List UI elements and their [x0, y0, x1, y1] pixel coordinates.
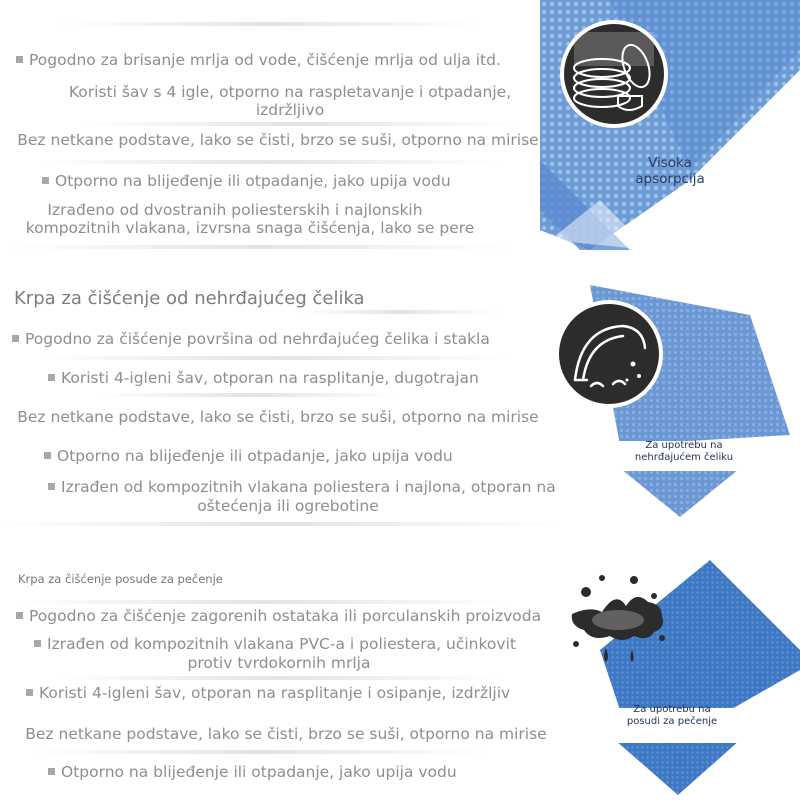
bullet-icon [44, 452, 51, 459]
feature-line: oštećenja ili ogrebotine [197, 497, 379, 515]
section-high-absorption [0, 0, 800, 260]
bullet-icon [12, 335, 19, 342]
caption-baking-pan: Za upotrebu na posudi za pečenje [626, 704, 718, 727]
text-smear [80, 122, 520, 126]
bullet-icon [16, 56, 23, 63]
feature-line: Koristi šav s 4 igle, otporno na raspletavanje i otpadanje, [68, 83, 512, 101]
bullet-icon [26, 689, 33, 696]
bullet-icon [48, 768, 55, 775]
feature-line: Koristi 4-igleni šav, otporan na rasplitanje i osipanje, izdržljiv [26, 683, 510, 703]
text-smear [60, 676, 500, 680]
bullet-icon [16, 612, 23, 619]
feature-line: Pogodno za čišćenje zagorenih ostataka ili porculanskih proizvoda [16, 606, 541, 626]
bullet-icon [48, 374, 55, 381]
feature-line: Pogodno za čišćenje površina od nehrđajućeg čelika i stakla [12, 329, 490, 349]
section-baking-pan [0, 540, 800, 800]
bullet-icon [42, 177, 49, 184]
faucet-icon [553, 298, 665, 410]
feature-line: Bez netkane podstave, lako se čisti, brzo se suši, otporno na mirise [25, 725, 547, 743]
text-smear [40, 160, 500, 164]
text-smear [0, 522, 560, 526]
caption-high-absorption: Visoka apsorpcija [635, 155, 705, 187]
feature-line: Otporno na blijeđenje ili otpadanje, jako upija vodu [44, 446, 453, 466]
text-smear [300, 310, 500, 314]
feature-line: Izrađen od kompozitnih vlakana PVC-a i poliestera, učinkovit [34, 634, 516, 654]
bullet-icon [34, 640, 41, 647]
splash-icon [562, 568, 672, 668]
text-smear [40, 356, 510, 360]
feature-line: Izrađen od kompozitnih vlakana poliestera i najlona, otporan na [48, 477, 556, 497]
section-title: Krpa za čišćenje od nehrđajućeg čelika [14, 288, 365, 309]
text-smear [10, 245, 510, 249]
dishes-icon [558, 18, 670, 130]
feature-line: kompozitnih vlakana, izvrsna snaga čišćenja, lako se pere [25, 219, 475, 237]
bullet-icon [48, 483, 55, 490]
caption-stainless-steel: Za upotrebu na nehrđajućem čeliku [634, 440, 734, 463]
feature-line: protiv tvrdokornih mrlja [187, 654, 371, 672]
section-stainless-steel [0, 270, 800, 530]
feature-line: izdržljivo [255, 101, 325, 119]
text-smear [60, 22, 480, 26]
text-smear [30, 750, 490, 754]
text-smear [100, 393, 400, 397]
section-title: Krpa za čišćenje posude za pečenje [18, 572, 223, 586]
text-smear [20, 600, 510, 604]
feature-line: Bez netkane podstave, lako se čisti, brzo se suši, otporno na mirise [17, 408, 539, 426]
feature-line: Bez netkane podstave, lako se čisti, brzo se suši, otporno na mirise [17, 131, 539, 149]
feature-line: Koristi 4-igleni šav, otporan na rasplitanje, dugotrajan [48, 368, 479, 388]
feature-line: Pogodno za brisanje mrlja od vode, čišćenje mrlja od ulja itd. [16, 50, 501, 70]
feature-line: Otporno na blijeđenje ili otpadanje, jako upija vodu [48, 762, 457, 782]
feature-line: Izrađeno od dvostranih poliesterskih i najlonskih [47, 201, 423, 219]
feature-line: Otporno na blijeđenje ili otpadanje, jako upija vodu [42, 171, 451, 191]
